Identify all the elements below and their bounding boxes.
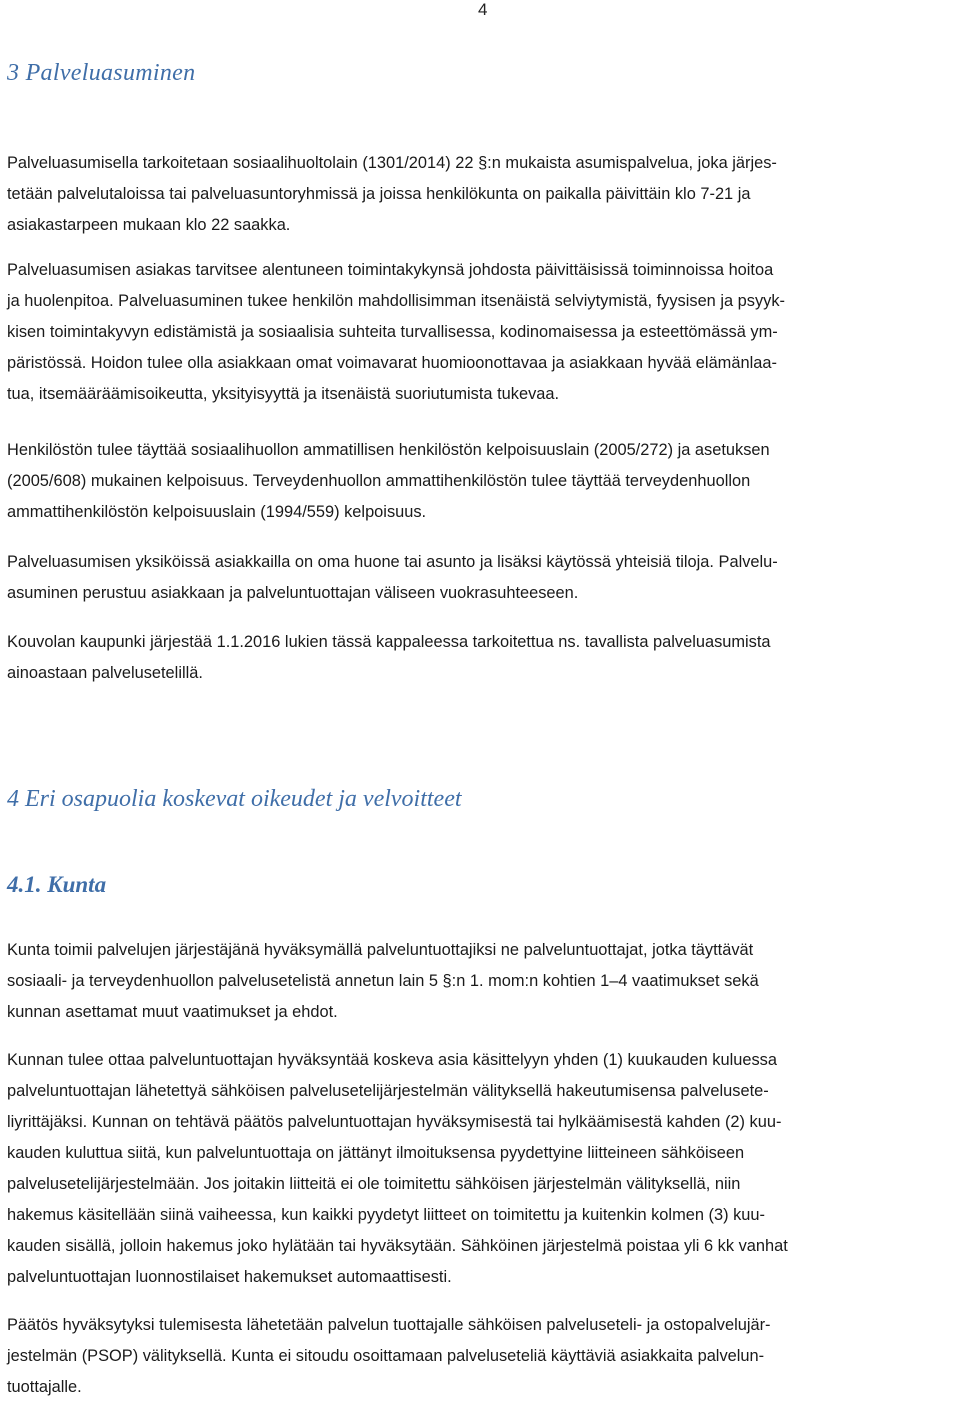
- text-line: kunnan asettamat muut vaatimukset ja ehdot.: [7, 1003, 338, 1021]
- page-number: 4: [478, 0, 488, 19]
- text-line: (2005/608) mukainen kelpoisuus. Terveydenhuollon ammattihenkilöstön tulee täyttää terveydenhuollon: [7, 472, 751, 490]
- text-line: Palveluasumisen asiakas tarvitsee alentuneen toimintakykynsä johdosta päivittäisissä toiminnoissa hoitoa: [7, 261, 774, 279]
- text-line: ammattihenkilöstön kelpoisuuslain (1994/559) kelpoisuus.: [7, 503, 427, 521]
- text-line: päristössä. Hoidon tulee olla asiakkaan omat voimavarat huomioonottavaa ja asiakkaan hyvää elämänlaa-: [7, 354, 777, 372]
- text-line: Kouvolan kaupunki järjestää 1.1.2016 lukien tässä kappaleessa tarkoitettua ns. tavallista palveluasumista: [7, 633, 771, 651]
- text-line: asiakastarpeen mukaan klo 22 saakka.: [7, 216, 291, 234]
- text-line: tetään palvelutaloissa tai palveluasuntoryhmissä ja joissa henkilökunta on paikalla päivittäin klo 7-21 ja: [7, 185, 751, 203]
- text-line: palvelusetelijärjestelmään. Jos joitakin liitteitä ei ole toimitettu sähköisen järjestelmän välityksellä, niin: [7, 1175, 741, 1193]
- section-4-title: 4 Eri osapuolia koskevat oikeudet ja velvoitteet: [7, 786, 462, 812]
- text-line: liyrittäjäksi. Kunnan on tehtävä päätös palveluntuottajan hyväksymisestä tai hylkäämisestä kahden (2) kuu-: [7, 1113, 782, 1131]
- text-line: palveluntuottajan lähetettyä sähköisen palvelusetelijärjestelmän välityksellä hakeutumisensa palvelusete-: [7, 1082, 769, 1100]
- section-4-1-paragraph-1: [7, 935, 952, 1028]
- text-line: kisen toimintakyvyn edistämistä ja sosiaalisia suhteita turvallisessa, kodinomaisessa ja esteettömässä ym-: [7, 323, 778, 341]
- text-line: Henkilöstön tulee täyttää sosiaalihuollon ammatillisen henkilöstön kelpoisuuslain (2005/272) ja asetuksen: [7, 441, 770, 459]
- text-line: tuottajalle.: [7, 1378, 82, 1396]
- text-line: jestelmän (PSOP) välityksellä. Kunta ei sitoudu osoittamaan palveluseteliä käyttäviä asiakkaita palvelun-: [7, 1347, 765, 1365]
- text-line: Palveluasumisen yksiköissä asiakkailla on oma huone tai asunto ja lisäksi käytössä yhteisiä tiloja. Palvelu-: [7, 553, 778, 571]
- subsection-4-1-title: 4.1. Kunta: [7, 872, 107, 897]
- section-3-paragraph-1: [7, 148, 952, 241]
- text-line: sosiaali- ja terveydenhuollon palvelusetelistä annetun lain 5 §:n 1. mom:n kohtien 1–4 vaatimukset sekä: [7, 972, 759, 990]
- text-line: asuminen perustuu asiakkaan ja palveluntuottajan väliseen vuokrasuhteeseen.: [7, 584, 579, 602]
- text-line: palveluntuottajan luonnostilaiset hakemukset automaattisesti.: [7, 1268, 452, 1286]
- text-line: Palveluasumisella tarkoitetaan sosiaalihuoltolain (1301/2014) 22 §:n mukaista asumispalvelua, joka järjes-: [7, 154, 777, 172]
- section-4-1-paragraph-2: [7, 1045, 952, 1293]
- section-3-title: 3 Palveluasuminen: [7, 60, 196, 86]
- section-3-paragraph-2: [7, 255, 952, 410]
- text-line: ja huolenpitoa. Palveluasuminen tukee henkilön mahdollisimman itsenäistä selviytymistä, fyysisen ja psyyk-: [7, 292, 786, 310]
- text-line: kauden kuluttua siitä, kun palveluntuottaja on jättänyt ilmoituksensa pyydettyine liitteineen sähköiseen: [7, 1144, 745, 1162]
- text-line: tua, itsemääräämisoikeutta, yksityisyyttä ja itsenäistä suoriutumista tukevaa.: [7, 385, 560, 403]
- text-line: hakemus käsitellään siinä vaiheessa, kun kaikki pyydetyt liitteet on toimitettu ja kuitenkin kolmen (3) kuu-: [7, 1206, 765, 1224]
- text-line: Päätös hyväksytyksi tulemisesta lähetetään palvelun tuottajalle sähköisen palveluseteli- ja ostopalvelujär-: [7, 1316, 771, 1334]
- text-line: Kunnan tulee ottaa palveluntuottajan hyväksyntää koskeva asia käsittelyyn yhden (1) kuukauden kuluessa: [7, 1051, 777, 1069]
- text-line: kauden sisällä, jolloin hakemus joko hylätään tai hyväksytään. Sähköinen järjestelmä poistaa yli 6 kk vanhat: [7, 1237, 788, 1255]
- text-line: ainoastaan palvelusetelillä.: [7, 664, 203, 682]
- section-3-paragraph-3: [7, 435, 952, 528]
- section-4-1-paragraph-3: [7, 1310, 952, 1403]
- section-3-paragraph-5: [7, 627, 952, 689]
- text-line: Kunta toimii palvelujen järjestäjänä hyväksymällä palveluntuottajiksi ne palveluntuottajat, jotka täyttävät: [7, 941, 754, 959]
- section-3-paragraph-4: [7, 547, 952, 609]
